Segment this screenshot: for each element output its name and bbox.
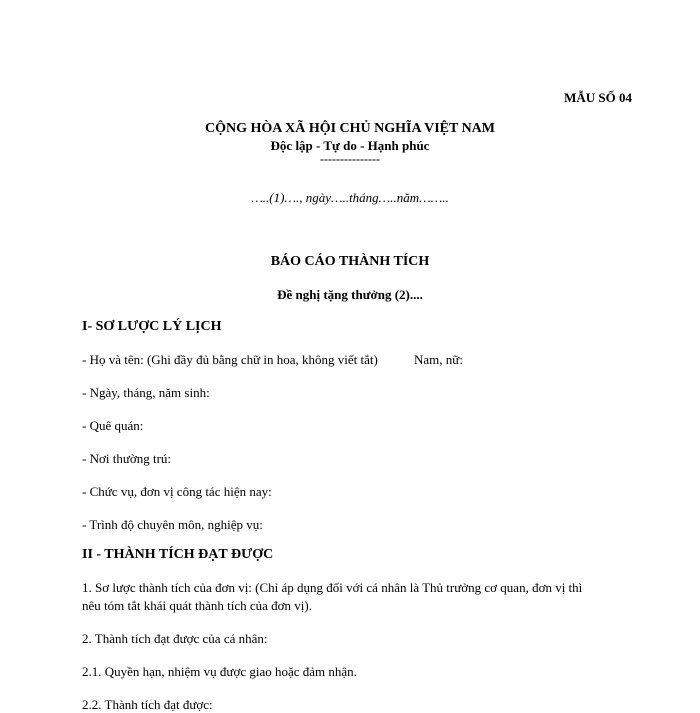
- achievement-item-2-1: 2.1. Quyền hạn, nhiệm vụ được giao hoặc đảm nhận.: [82, 664, 357, 679]
- achievement-item-1-cont: nêu tóm tắt khái quát thành tích của đơn vị).: [82, 598, 312, 613]
- field-birth-date: - Ngày, tháng, năm sinh:: [82, 385, 210, 400]
- form-code: MẪU SỐ 04: [564, 90, 632, 105]
- section-1-heading: I- SƠ LƯỢC LÝ LỊCH: [82, 319, 222, 334]
- achievement-item-2: 2. Thành tích đạt được của cá nhân:: [82, 631, 268, 646]
- country-name: CỘNG HÒA XÃ HỘI CHỦ NGHĨA VIỆT NAM: [204, 121, 495, 136]
- report-title: BÁO CÁO THÀNH TÍCH: [270, 254, 430, 269]
- header-divider: ---------------: [320, 152, 380, 166]
- field-residence: - Nơi thường trú:: [82, 451, 172, 466]
- field-position: - Chức vụ, đơn vị công tác hiện nay:: [82, 484, 272, 499]
- place-date-line: …..(1)…., ngày…..tháng…..năm……..: [251, 190, 449, 205]
- achievement-item-1: 1. Sơ lược thành tích của đơn vị: (Chỉ áp dụng đối với cá nhân là Thủ trưởng cơ quan, đơn vị thì: [82, 580, 583, 595]
- field-hometown: - Quê quán:: [82, 418, 144, 433]
- national-motto: Độc lập - Tự do - Hạnh phúc: [270, 138, 430, 153]
- field-gender: Nam, nữ:: [414, 352, 463, 367]
- field-full-name: - Họ và tên: (Ghi đầy đủ bằng chữ in hoa, không viết tắt): [82, 352, 378, 367]
- section-2-heading: II - THÀNH TÍCH ĐẠT ĐƯỢC: [82, 547, 274, 562]
- report-subtitle: Đề nghị tặng thưởng (2)....: [277, 287, 423, 302]
- field-qualification: - Trình độ chuyên môn, nghiệp vụ:: [82, 517, 263, 532]
- achievement-item-2-2: 2.2. Thành tích đạt được:: [82, 697, 213, 712]
